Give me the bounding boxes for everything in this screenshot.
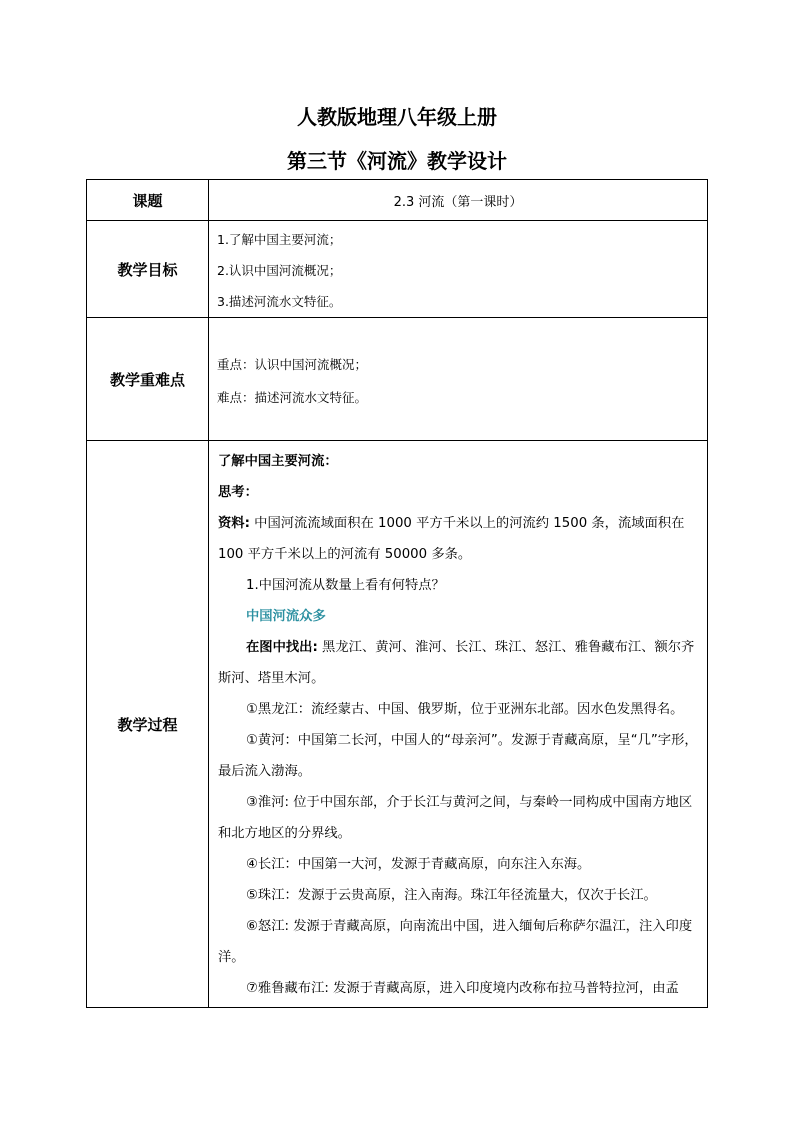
lesson-plan-table — [86, 179, 708, 1008]
table-row-key-points — [87, 318, 708, 441]
table-row-topic — [87, 180, 708, 221]
table-row-process — [87, 441, 708, 1008]
process-cell — [209, 441, 708, 1008]
goal-item: 2.认识中国河流概况； — [217, 263, 342, 278]
think-label: 思考： — [218, 485, 258, 500]
process-heading: 了解中国主要河流： — [218, 454, 338, 469]
river-item-yarlung: ⑦雅鲁藏布江: 发源于青藏高原，进入印度境内改称布拉马普特拉河，由孟 — [246, 981, 679, 996]
answer-text: 中国河流众多 — [246, 609, 326, 624]
material-text: 中国河流流域面积在 1000 平方千米以上的河流约 1500 条，流域面积在 100 平方千米以上的河流有 50000 多条。 — [218, 516, 685, 562]
find-label: 在图中找出: — [246, 640, 318, 655]
goal-item: 1.了解中国主要河流； — [217, 232, 342, 247]
river-item-changjiang: ④长江：中国第一大河，发源于青藏高原，向东注入东海。 — [246, 857, 591, 872]
difficult-point-item: 难点：描述河流水文特征。 — [217, 390, 368, 405]
goal-item: 3.描述河流水文特征。 — [217, 294, 342, 309]
river-item-huaihe: ③淮河: 位于中国东部，介于长江与黄河之间，与秦岭一同构成中国南方地区和北方地区的分界线。 — [218, 795, 693, 841]
key-point-item: 重点：认识中国河流概况； — [217, 357, 368, 372]
key-points-label: 教学重难点 — [87, 318, 209, 441]
process-label: 教学过程 — [87, 441, 209, 1008]
table-row-goals — [87, 221, 708, 318]
question-text: 1.中国河流从数量上看有何特点？ — [246, 578, 445, 593]
river-item-zhujiang: ⑤珠江：发源于云贵高原，注入南海。珠江年径流量大，仅次于长江。 — [246, 888, 657, 903]
goals-cell — [209, 221, 708, 318]
document-subtitle: 第三节《河流》教学设计 — [287, 149, 507, 173]
document-title: 人教版地理八年级上册 — [297, 105, 497, 129]
find-text: 黑龙江、黄河、淮河、长江、珠江、怒江、雅鲁藏布江、额尔齐斯河、塔里木河。 — [218, 640, 695, 686]
river-item-heilongjiang: ①黑龙江：流经蒙古、中国、俄罗斯，位于亚洲东北部。因水色发黑得名。 — [246, 702, 684, 717]
river-item-nujiang: ⑥怒江: 发源于青藏高原，向南流出中国，进入缅甸后称萨尔温江，注入印度洋。 — [218, 919, 693, 965]
topic-label: 课题 — [87, 180, 209, 221]
find-paragraph — [218, 632, 701, 694]
river-item-huanghe: ①黄河：中国第二长河，中国人的“母亲河”。发源于青藏高原，呈“几”字形，最后流入渤海。 — [218, 733, 698, 779]
material-paragraph — [218, 508, 701, 570]
material-label: 资料: — [218, 516, 250, 531]
topic-value: 2.3 河流（第一课时） — [209, 180, 708, 221]
goals-label: 教学目标 — [87, 221, 209, 318]
key-points-cell — [209, 318, 708, 441]
